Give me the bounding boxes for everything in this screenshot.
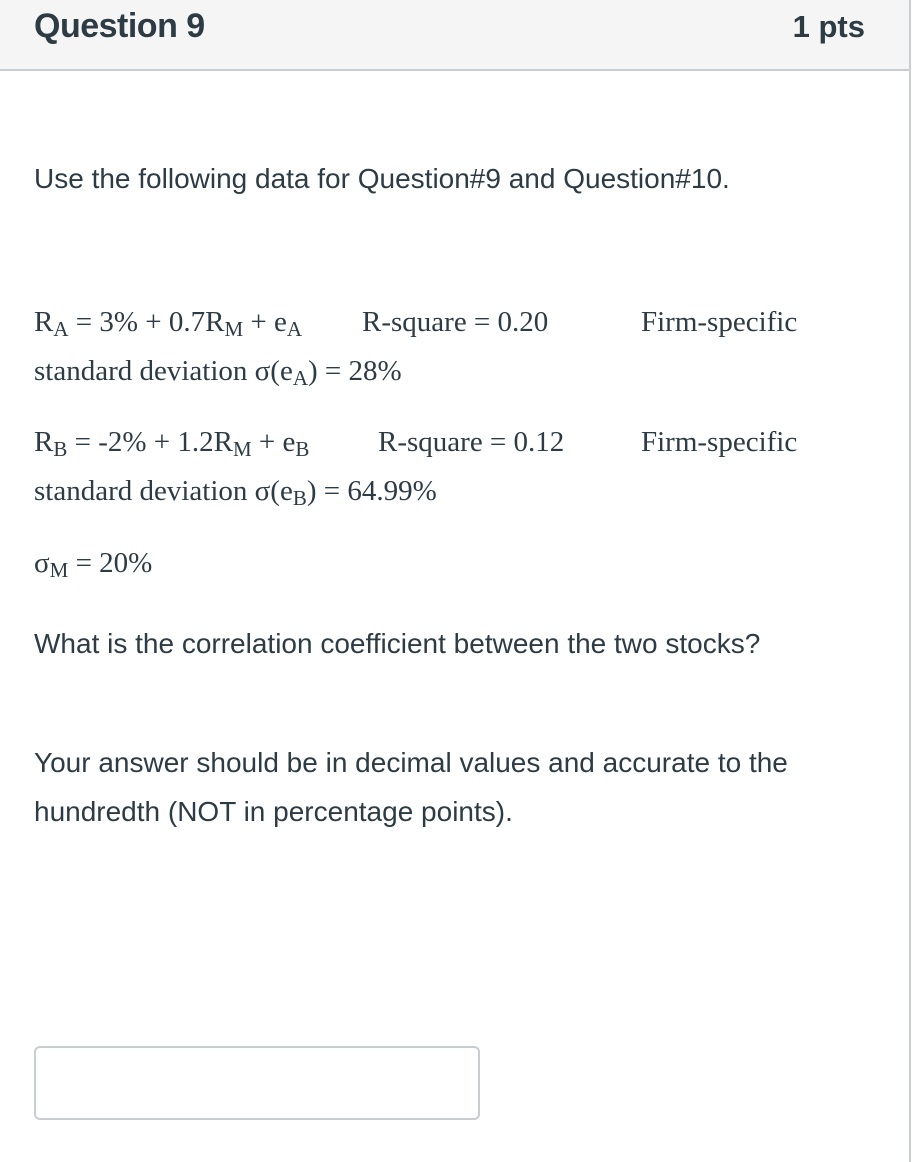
question-text: What is the correlation coefficient between the two stocks? [34, 628, 761, 659]
instruction-text: Your answer should be in decimal values and accurate to the hundredth (NOT in percentage points). [34, 747, 788, 827]
stock-b-equation: $R_B = -2\% + 1.2R_M + e_B$ [34, 426, 310, 461]
question-points: 1 pts [792, 9, 865, 44]
market-sigma: $\sigma_M = 20\%$ [34, 547, 153, 582]
stock-a-firm-specific: Firm-specific [641, 306, 798, 338]
stock-b-firm-specific: Firm-specific [641, 426, 798, 458]
question-title: Question 9 [34, 7, 205, 45]
stock-a-r-square: R-square = 0.20 [362, 306, 549, 338]
stock-a-equation: $R_A = 3\% + 0.7R_M + e_A$ [34, 306, 303, 341]
stock-b-std-dev: standard deviation $\sigma(e_B) = 64.99\%$ [34, 475, 437, 510]
intro-text: Use the following data for Question#9 and Question#10. [34, 163, 730, 194]
stock-b-r-square: R-square = 0.12 [378, 426, 565, 458]
question-header [0, 0, 909, 71]
answer-input[interactable] [34, 1046, 480, 1120]
stock-a-std-dev: standard deviation $\sigma(e_A) = 28\%$ [34, 355, 402, 390]
